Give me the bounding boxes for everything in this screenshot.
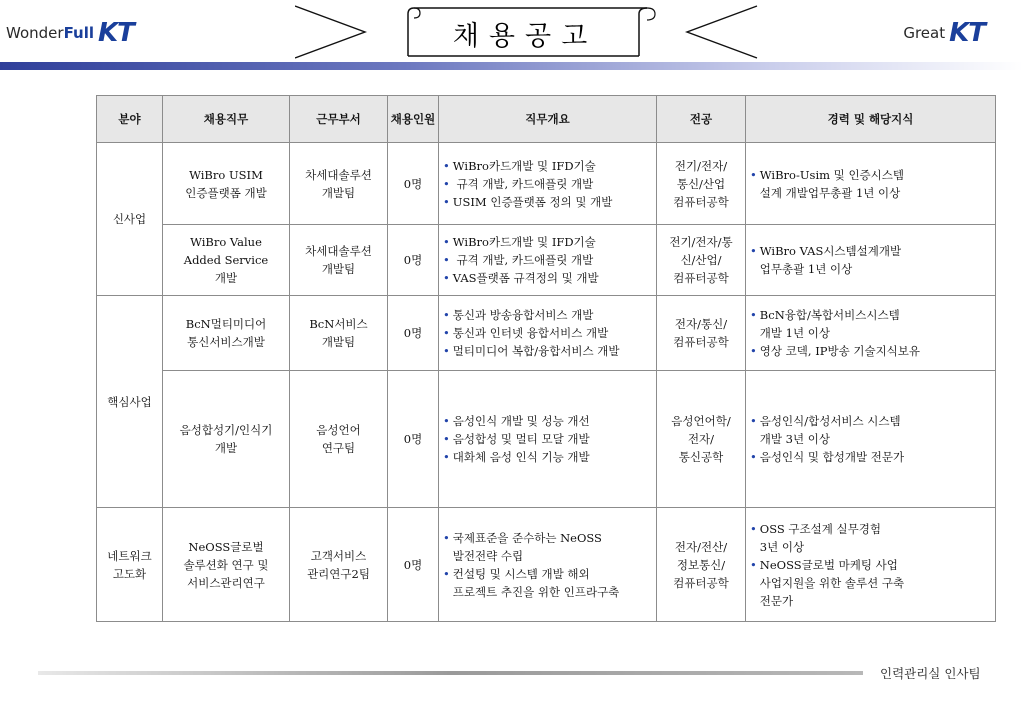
footer-department: 인력관리실 인사팀 <box>880 666 981 681</box>
experience-item <box>750 242 992 260</box>
page-title: 채용공고 <box>452 21 598 52</box>
experience-item <box>750 430 992 448</box>
overview-item <box>443 565 653 583</box>
column-header: 채용인원 <box>388 96 439 143</box>
job-cell <box>163 225 290 296</box>
experience-item <box>750 556 992 574</box>
overview-item <box>443 157 653 175</box>
major-line: 전기/전자/ <box>674 158 728 173</box>
dept-cell <box>290 371 388 508</box>
experience-text: 개발 1년 이상 <box>759 326 830 340</box>
overview-cell <box>439 225 657 296</box>
job-title-line: 음성합성기/인식기 <box>179 423 273 437</box>
column-header: 직무개요 <box>439 96 657 143</box>
job-title-line: 개발 <box>214 441 238 455</box>
bullet-icon: • <box>443 326 450 340</box>
table-row <box>97 225 996 296</box>
experience-text: BcN융합/복합서비스시스템 <box>759 308 900 322</box>
major-line: 컴퓨터공학 <box>673 194 729 209</box>
table-row <box>97 143 996 225</box>
overview-item <box>443 175 653 193</box>
overview-text: WiBro카드개발 및 IFD기술 <box>452 158 596 173</box>
experience-item <box>750 592 992 610</box>
major-line: 통신공학 <box>678 450 724 464</box>
count-cell <box>388 371 439 508</box>
experience-text: 음성인식 및 합성개발 전문가 <box>759 450 905 464</box>
job-cell <box>163 296 290 371</box>
column-header: 채용직무 <box>163 96 290 143</box>
overview-text: 국제표준을 준수하는 NeOSS <box>452 530 602 545</box>
column-header: 경력 및 해당지식 <box>746 96 996 143</box>
overview-cell <box>439 371 657 508</box>
bullet-icon: • <box>750 167 757 182</box>
experience-item <box>750 342 992 360</box>
count-cell <box>388 296 439 371</box>
column-header: 분야 <box>97 96 163 143</box>
great-kt-logo: Great KT <box>903 18 985 48</box>
overview-text: 프로젝트 추진을 위한 인프라구축 <box>452 584 620 599</box>
experience-item <box>750 520 992 538</box>
overview-cell <box>439 296 657 371</box>
bullet-icon: • <box>443 566 450 581</box>
overview-item <box>443 251 653 269</box>
job-cell <box>163 508 290 622</box>
overview-text: 멀티미디어 복합/융합서비스 개발 <box>452 344 620 358</box>
experience-item <box>750 260 992 278</box>
department-line: 개발팀 <box>321 335 356 349</box>
major-line: 전자/전산/ <box>674 539 728 554</box>
overview-text: 통신과 방송융합서비스 개발 <box>452 308 594 322</box>
job-title-line: 인증플랫폼 개발 <box>185 185 267 200</box>
bullet-icon: • <box>750 450 757 464</box>
overview-text: 통신과 인터넷 융합서비스 개발 <box>452 326 609 340</box>
overview-text: 규격 개발, 카드애플릿 개발 <box>452 176 594 191</box>
header-divider <box>0 62 1023 70</box>
experience-item <box>750 166 992 184</box>
major-line: 정보통신/ <box>676 557 726 572</box>
bullet-icon: • <box>443 344 450 358</box>
overview-item <box>443 342 653 360</box>
major-line: 전자/통신/ <box>674 317 728 331</box>
count-cell <box>388 225 439 296</box>
table-row <box>97 371 996 508</box>
overview-item <box>443 233 653 251</box>
overview-cell <box>439 143 657 225</box>
major-cell <box>657 371 746 508</box>
overview-text: WiBro카드개발 및 IFD기술 <box>452 235 596 249</box>
experience-item <box>750 412 992 430</box>
experience-text: 영상 코덱, IP방송 기술지식보유 <box>759 344 921 358</box>
experience-text: NeOSS글로벌 마케팅 사업 <box>759 557 898 572</box>
bullet-icon: • <box>750 244 757 258</box>
experience-text: 설계 개발업무총괄 1년 이상 <box>759 185 901 200</box>
department-line: 차세대솔루션 <box>305 167 372 182</box>
major-cell <box>657 296 746 371</box>
overview-item <box>443 324 653 342</box>
department-line: 개발팀 <box>321 185 356 200</box>
job-title-line: WiBro USIM <box>189 167 263 182</box>
major-cell <box>657 508 746 622</box>
field-cell <box>97 508 163 622</box>
job-title-line: WiBro Value <box>190 235 262 249</box>
overview-item <box>443 529 653 547</box>
field-label: 핵심사업 <box>107 394 152 409</box>
overview-text: 발전전략 수립 <box>452 548 524 563</box>
table-row <box>97 296 996 371</box>
job-cell <box>163 143 290 225</box>
wonderfull-kt-logo: WonderFull KT <box>6 18 134 48</box>
experience-cell <box>746 508 996 622</box>
experience-item <box>750 184 992 202</box>
bullet-icon: • <box>750 308 757 322</box>
headcount: 0명 <box>403 326 423 340</box>
bullet-icon: • <box>443 271 450 285</box>
experience-text: 전문가 <box>759 593 794 608</box>
experience-item <box>750 574 992 592</box>
job-title-line: NeOSS글로벌 <box>188 539 264 554</box>
job-title-line: 통신서비스개발 <box>187 335 265 349</box>
overview-text: 음성합성 및 멀티 모달 개발 <box>452 432 590 446</box>
department-line: 연구팀 <box>321 441 356 455</box>
table-row <box>97 508 996 622</box>
overview-cell <box>439 508 657 622</box>
major-line: 신/산업/ <box>680 253 722 267</box>
experience-text: OSS 구조설계 실무경험 <box>759 521 881 536</box>
major-line: 음성언어학/ <box>671 414 731 428</box>
experience-text: 개발 3년 이상 <box>759 432 830 446</box>
major-line: 컴퓨터공학 <box>673 271 729 285</box>
experience-text: 음성인식/합성서비스 시스템 <box>759 414 901 428</box>
major-line: 전자/ <box>687 432 715 446</box>
bullet-icon: • <box>443 450 450 464</box>
experience-item <box>750 306 992 324</box>
experience-text: 3년 이상 <box>759 539 805 554</box>
overview-item <box>443 412 653 430</box>
major-cell <box>657 225 746 296</box>
column-header: 전공 <box>657 96 746 143</box>
column-header: 근무부서 <box>290 96 388 143</box>
bullet-icon: • <box>443 308 450 322</box>
dept-cell <box>290 225 388 296</box>
experience-text: WiBro-Usim 및 인증시스템 <box>759 167 904 182</box>
bullet-icon: • <box>750 344 757 358</box>
bullet-icon: • <box>443 194 450 209</box>
bullet-icon: • <box>443 432 450 446</box>
field-label: 신사업 <box>112 212 147 226</box>
job-title-line: Added Service <box>183 253 269 267</box>
experience-text: WiBro VAS시스템설계개발 <box>759 244 902 258</box>
headcount: 0명 <box>403 432 423 446</box>
major-line: 컴퓨터공학 <box>673 335 729 349</box>
count-cell <box>388 143 439 225</box>
experience-text: 업무총괄 1년 이상 <box>759 262 853 276</box>
job-posting-table <box>96 95 996 622</box>
overview-text: VAS플랫폼 규격정의 및 개발 <box>452 271 599 285</box>
field-cell <box>97 143 163 296</box>
experience-cell <box>746 225 996 296</box>
experience-item <box>750 448 992 466</box>
bullet-icon: • <box>443 235 450 249</box>
overview-text: 규격 개발, 카드애플릿 개발 <box>452 253 594 267</box>
field-cell <box>97 296 163 508</box>
experience-item <box>750 538 992 556</box>
overview-item <box>443 583 653 601</box>
bullet-icon: • <box>443 414 450 428</box>
bullet-icon: • <box>443 530 450 545</box>
department-line: 개발팀 <box>321 262 356 276</box>
major-line: 전기/전자/통 <box>669 235 733 249</box>
job-title-line: 개발 <box>214 271 238 285</box>
department-line: 고객서비스 <box>310 548 367 563</box>
dept-cell <box>290 508 388 622</box>
table-body <box>97 143 996 622</box>
dept-cell <box>290 143 388 225</box>
department-line: 음성언어 <box>316 423 361 437</box>
job-title-line: BcN멀티미디어 <box>185 317 267 331</box>
job-title-line: 솔루션화 연구 및 <box>183 557 269 572</box>
page-header <box>0 0 1023 70</box>
overview-item <box>443 547 653 565</box>
major-line: 통신/산업 <box>676 176 726 191</box>
overview-item <box>443 193 653 211</box>
overview-item <box>443 430 653 448</box>
bullet-icon: • <box>750 414 757 428</box>
bullet-icon: • <box>750 557 757 572</box>
bullet-icon: • <box>443 158 450 173</box>
department-line: BcN서비스 <box>309 317 368 331</box>
job-title-line: 서비스관리연구 <box>187 575 265 590</box>
experience-text: 사업지원을 위한 솔루션 구축 <box>759 575 905 590</box>
bullet-icon: • <box>443 253 450 267</box>
overview-item <box>443 448 653 466</box>
headcount: 0명 <box>403 253 423 267</box>
overview-item <box>443 306 653 324</box>
count-cell <box>388 508 439 622</box>
overview-text: 대화체 음성 인식 기능 개발 <box>452 450 590 464</box>
dept-cell <box>290 296 388 371</box>
overview-item <box>443 269 653 287</box>
major-line: 컴퓨터공학 <box>673 575 729 590</box>
headcount: 0명 <box>403 557 423 572</box>
overview-text: 컨설팅 및 시스템 개발 해외 <box>452 566 590 581</box>
overview-text: 음성인식 개발 및 성능 개선 <box>452 414 590 428</box>
major-cell <box>657 143 746 225</box>
overview-text: USIM 인증플랫폼 정의 및 개발 <box>452 194 613 209</box>
field-label: 네트워크 고도화 <box>107 548 152 581</box>
experience-cell <box>746 143 996 225</box>
headcount: 0명 <box>403 176 423 191</box>
experience-cell <box>746 371 996 508</box>
experience-cell <box>746 296 996 371</box>
department-line: 차세대솔루션 <box>305 244 372 258</box>
bullet-icon: • <box>443 176 450 191</box>
footer-divider <box>38 671 863 675</box>
bullet-icon: • <box>750 521 757 536</box>
job-cell <box>163 371 290 508</box>
table-header-row <box>97 96 996 143</box>
department-line: 관리연구2팀 <box>307 566 370 581</box>
experience-item <box>750 324 992 342</box>
